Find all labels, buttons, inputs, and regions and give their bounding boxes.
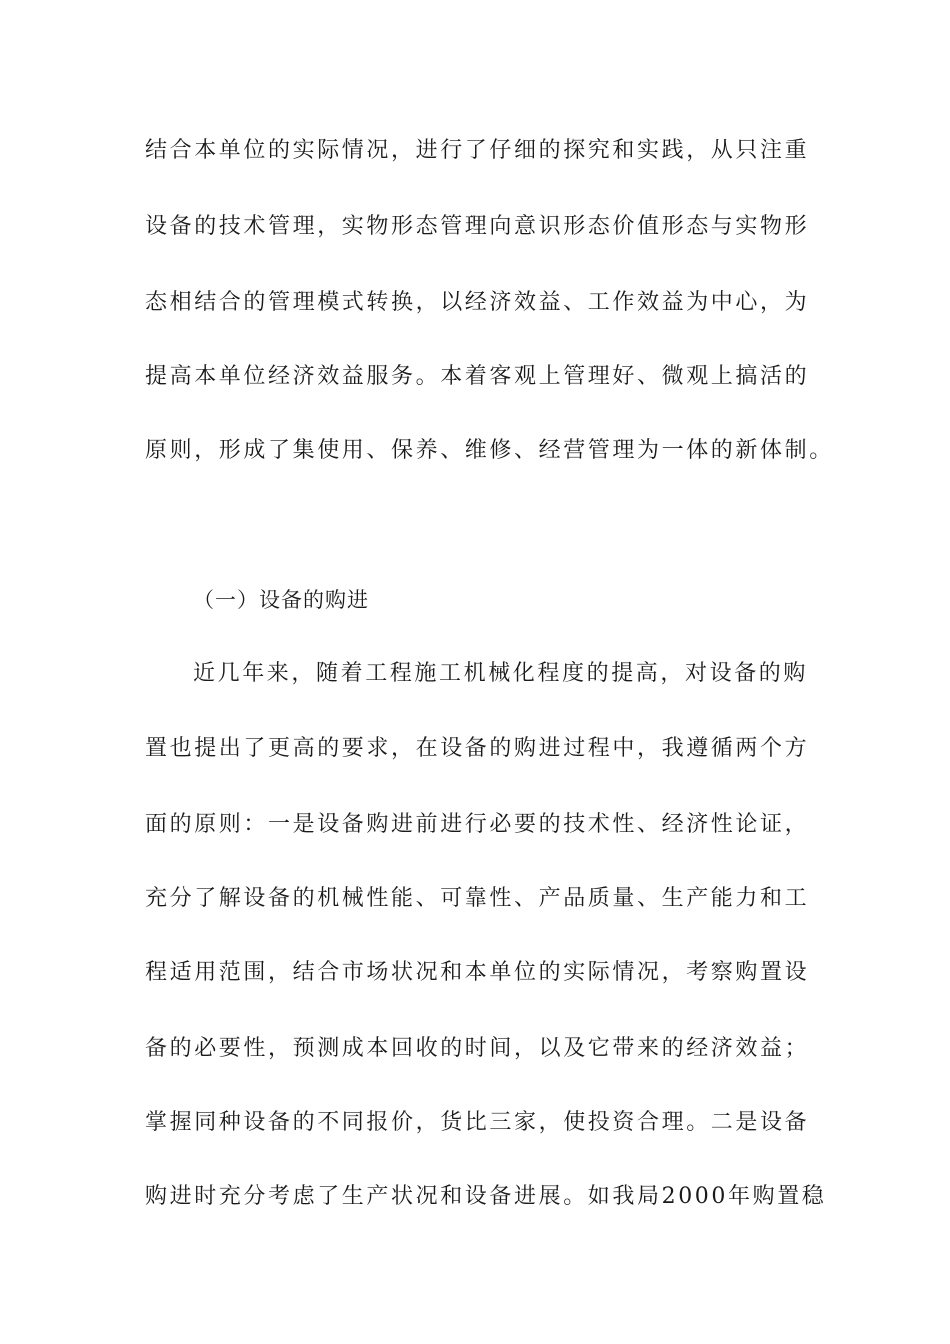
section-heading: （一）设备的购进 [193,588,369,612]
paragraph-line: 程适用范围，结合市场状况和本单位的实际情况，考察购置设 [145,960,810,985]
paragraph-line: 面的原则：一是设备购进前进行必要的技术性、经济性论证， [145,812,810,837]
paragraph-line: 置也提出了更高的要求，在设备的购进过程中，我遵循两个方 [145,736,810,761]
paragraph-line: 提高本单位经济效益服务。本着客观上管理好、微观上搞活的 [145,364,810,389]
paragraph-line: 充分了解设备的机械性能、可靠性、产品质量、生产能力和工 [145,886,810,911]
paragraph-line: 结合本单位的实际情况，进行了仔细的探究和实践，从只注重 [145,138,810,163]
paragraph-line: 设备的技术管理，实物形态管理向意识形态价值形态与实物形 [145,214,810,239]
paragraph-line: 原则，形成了集使用、保养、维修、经营管理为一体的新体制。 [145,438,834,463]
paragraph-line: 购进时充分考虑了生产状况和设备进展。如我局2000年购置稳 [145,1184,827,1209]
paragraph-line: 态相结合的管理模式转换，以经济效益、工作效益为中心，为 [145,290,810,315]
paragraph-line: 掌握同种设备的不同报价，货比三家，使投资合理。二是设备 [145,1110,810,1135]
paragraph-line: 备的必要性，预测成本回收的时间，以及它带来的经济效益； [145,1036,810,1061]
paragraph-line: 近几年来，随着工程施工机械化程度的提高，对设备的购 [193,661,809,686]
